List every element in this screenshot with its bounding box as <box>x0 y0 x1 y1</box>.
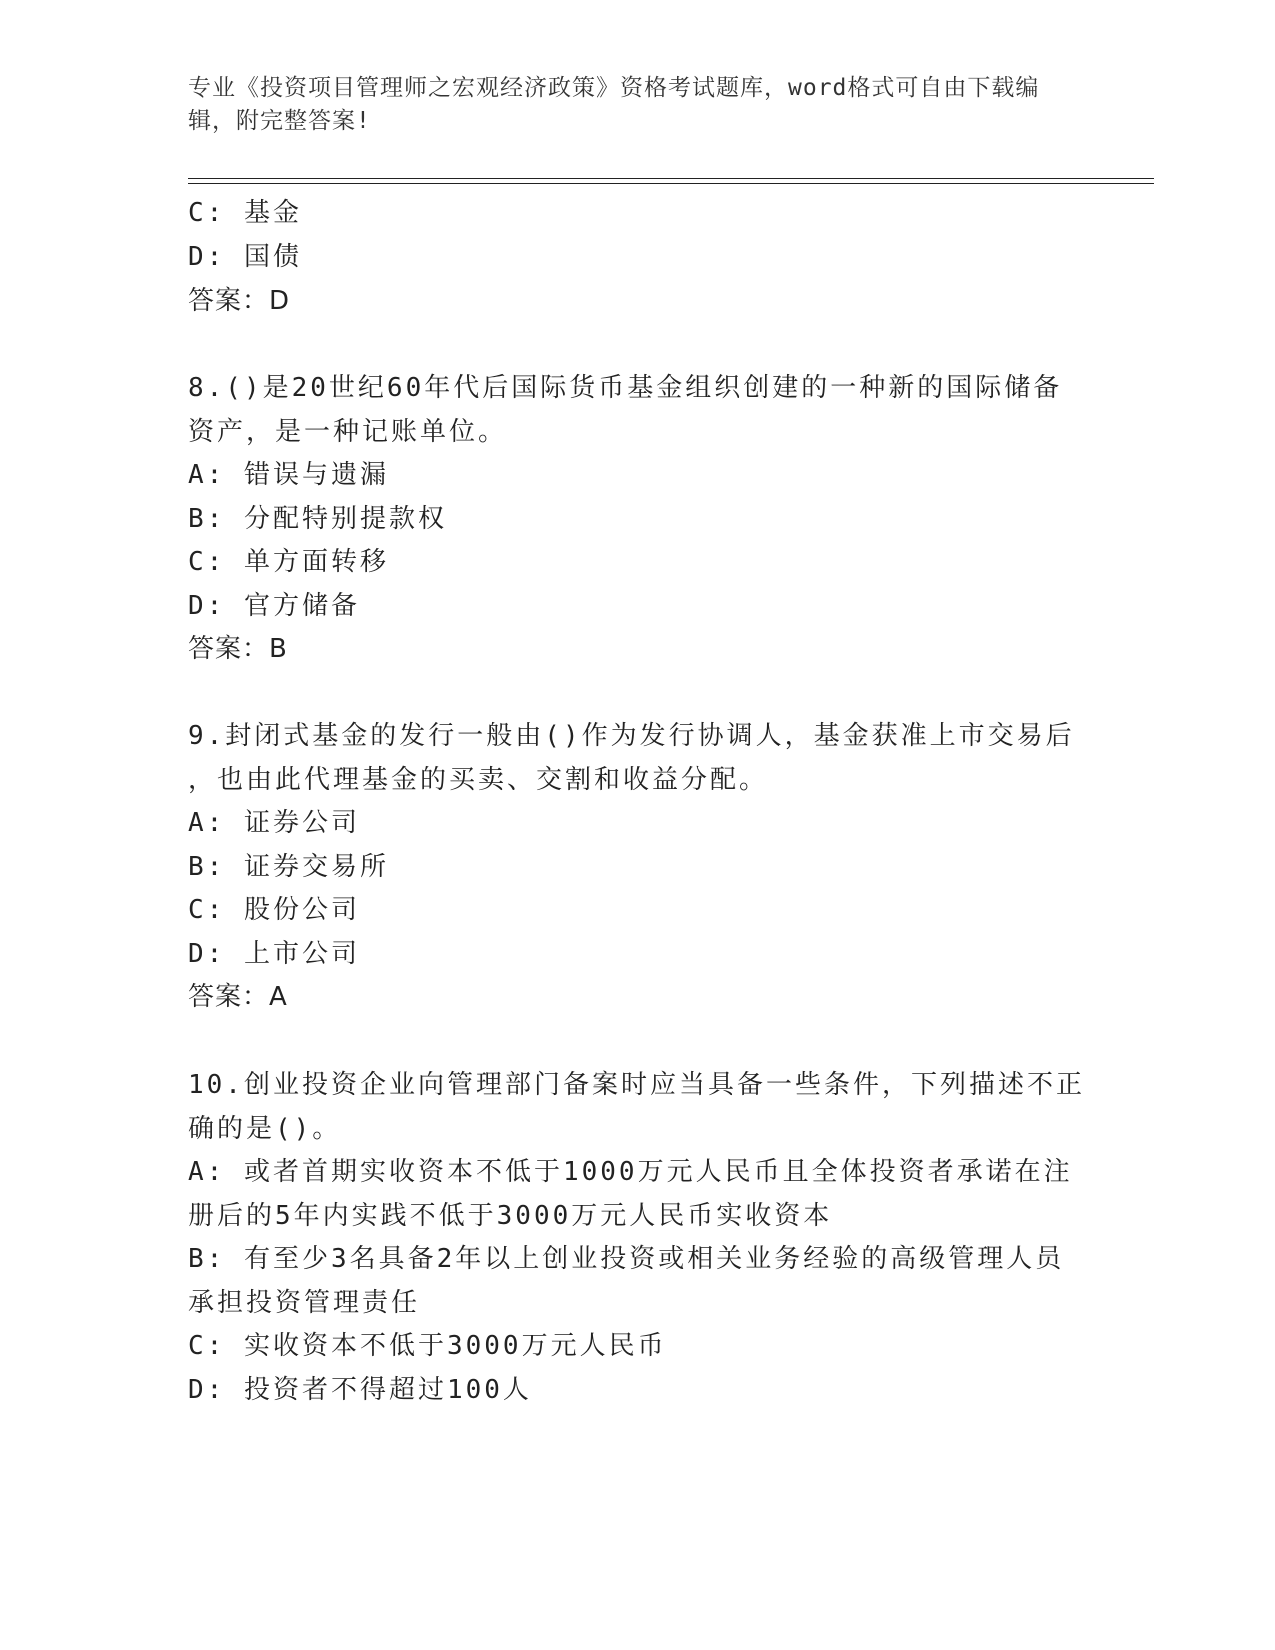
q8-option-d: D: 官方储备 <box>188 591 360 621</box>
q10-option-a-line-2: 册后的5年内实践不低于3000万元人民币实收资本 <box>188 1201 833 1231</box>
q10-option-b-line-1: B: 有至少3名具备2年以上创业投资或相关业务经验的高级管理人员 <box>188 1244 1065 1274</box>
q8-option-b: B: 分配特别提款权 <box>188 504 447 534</box>
q9-answer: 答案：A <box>188 982 288 1012</box>
document-header <box>188 72 1088 138</box>
q10-option-c: C: 实收资本不低于3000万元人民币 <box>188 1331 667 1361</box>
q9-option-a: A: 证券公司 <box>188 808 360 838</box>
q10-option-a-line-1: A: 或者首期实收资本不低于1000万元人民币且全体投资者承诺在注 <box>188 1157 1073 1187</box>
q8-stem-line-2: 资产，是一种记账单位。 <box>188 417 508 447</box>
header-divider-bottom <box>188 183 1154 184</box>
q8-option-a: A: 错误与遗漏 <box>188 460 389 490</box>
q9-option-d: D: 上市公司 <box>188 939 360 969</box>
q9-stem-line-2: ，也由此代理基金的买卖、交割和收益分配。 <box>188 765 769 795</box>
q10-option-d: D: 投资者不得超过100人 <box>188 1375 532 1405</box>
q8-option-c: C: 单方面转移 <box>188 547 389 577</box>
q9-stem-line-1: 9.封闭式基金的发行一般由()作为发行协调人，基金获准上市交易后 <box>188 721 1075 751</box>
q10-stem-line-2: 确的是()。 <box>188 1114 342 1144</box>
q8-answer: 答案：B <box>188 634 288 664</box>
header-line-1: 专业《投资项目管理师之宏观经济政策》资格考试题库，word格式可自由下载编 <box>188 75 1040 101</box>
q9-option-b: B: 证券交易所 <box>188 852 389 882</box>
header-divider-top <box>188 178 1154 179</box>
q7-answer: 答案：D <box>188 286 291 316</box>
q8-stem-line-1: 8.()是20世纪60年代后国际货币基金组织创建的一种新的国际储备 <box>188 373 1063 403</box>
q9-option-c: C: 股份公司 <box>188 895 360 925</box>
q10-option-b-line-2: 承担投资管理责任 <box>188 1288 421 1318</box>
q10-stem-line-1: 10.创业投资企业向管理部门备案时应当具备一些条件，下列描述不正 <box>188 1070 1085 1100</box>
header-line-2: 辑，附完整答案! <box>188 108 371 134</box>
q7-option-d: D: 国债 <box>188 242 302 272</box>
q7-option-c: C: 基金 <box>188 198 302 228</box>
